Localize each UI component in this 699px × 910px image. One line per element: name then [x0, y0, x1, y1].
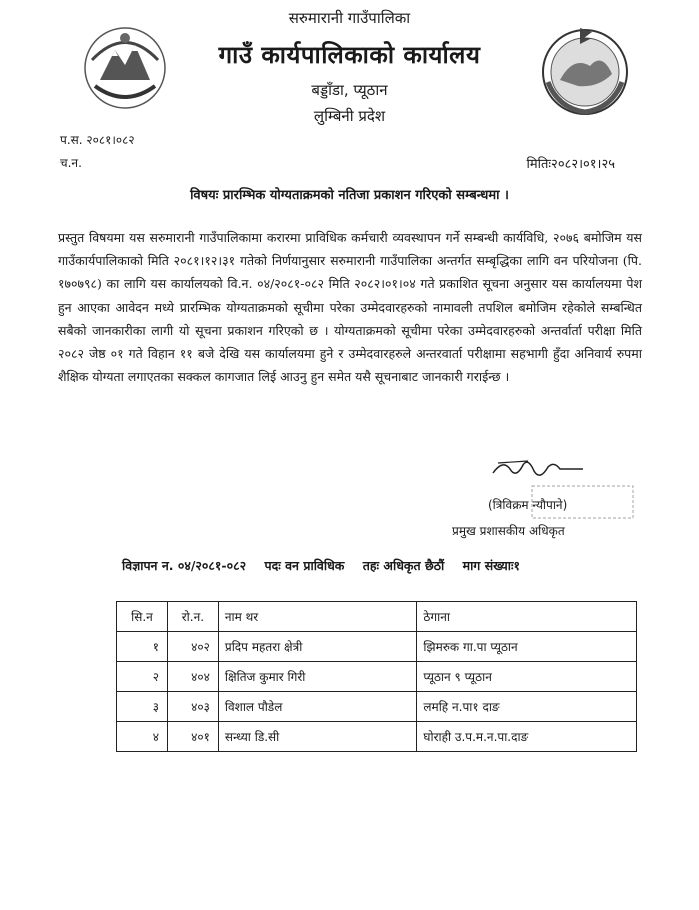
cell-roll: ४०३ — [167, 692, 218, 722]
table-row — [117, 692, 637, 722]
advert-level: तहः अधिकृत छैठौं — [362, 558, 445, 573]
header-name: नाम थर — [218, 602, 417, 632]
cell-address: लमहि न.पा१ दाङ — [417, 692, 637, 722]
table-row — [117, 662, 637, 692]
candidate-table — [116, 601, 637, 752]
header-roll: रो.न. — [167, 602, 218, 632]
cell-serial: ४ — [117, 722, 168, 752]
notice-body: प्रस्तुत विषयमा यस सरुमारानी गाउँपालिकामा करारमा प्राविधिक कर्मचारी व्यवस्थापन गर्ने सम्बन्धी कार्यविधि, २०७६ बमोजिम यस गाउँकार्यपालिकाको मिति २०८१।१२।३१ गतेको निर्णयानुसार सरुमारानी गाउँपालिका अन्तर्गत सम्बृद्धिका लागि वन परियोजना (पि. १७०७९८) का लागि यस कार्यालयको वि.न. ०४/२०८१-०८२ मिति २०८२।०१।०४ गते प्रकाशित सूचना अनुसार यस कार्यालयमा पेश हुन आएका आवेदन मध्ये प्रारम्भिक योग्यताक्रमको सूचीमा परेका उम्मेदवारहरुको नामावली तपशिल बमोजिम रहेकोले सम्बन्धित सबैको जानकारीका लागी यो सूचना प्रकाशन गरिएको छ । योग्यताक्रमको सूचीमा परेका उम्मेदवारहरुको अन्तर्वार्ता परीक्षा मिति २०८२ जेष्ठ ०१ गते विहान ११ बजे देखि यस कार्यालयमा हुने र उम्मेदवारहरुले अन्तरवार्ता परीक्षामा सहभागी हुँदा अनिवार्य रुपमा शैक्षिक योग्यता लगाएतका सक्कल कागजात लिई आउनु हुन समेत यसै सूचनाबाट जानकारी गराईन्छ । — [58, 230, 642, 385]
letter-date: मितिः२०८२।०१।२५ — [526, 157, 615, 172]
cell-serial: १ — [117, 632, 168, 662]
advert-demand: माग संख्याः१ — [462, 558, 520, 573]
letter-cn-number: च.न. — [60, 156, 82, 170]
cell-name: प्रदिप महतरा क्षेत्री — [218, 632, 417, 662]
cell-roll: ४०२ — [167, 632, 218, 662]
handwritten-signature — [488, 455, 588, 485]
cell-name: क्षितिज कुमार गिरी — [218, 662, 417, 692]
table-row — [117, 722, 637, 752]
letter-subject: विषयः प्रारम्भिक योग्यताक्रमको नतिजा प्रकाशन गरिएको सम्बन्धमा । — [190, 188, 509, 203]
advert-number: विज्ञापन न. ०४/२०८१-०८२ — [122, 558, 247, 573]
province-name: लुम्बिनी प्रदेश — [313, 107, 386, 125]
cell-name: सन्ध्या डि.सी — [218, 722, 417, 752]
header-serial: सि.न — [117, 602, 168, 632]
table-row — [117, 632, 637, 662]
cell-serial: २ — [117, 662, 168, 692]
cell-address: झिमरुक गा.पा प्यूठान — [417, 632, 637, 662]
cell-serial: ३ — [117, 692, 168, 722]
municipality-name: सरुमारानी गाउँपालिका — [288, 9, 411, 27]
cell-roll: ४०१ — [167, 722, 218, 752]
letter-ps-number: प.स. २०८१।०८२ — [60, 133, 135, 147]
cell-roll: ४०४ — [167, 662, 218, 692]
office-title: गाउँ कार्यपालिकाको कार्यालय — [218, 41, 481, 69]
office-location: बड्डाँडा, प्यूठान — [311, 81, 388, 99]
cell-name: विशाल पौडेल — [218, 692, 417, 722]
cell-address: प्यूठान ९ प्यूठान — [417, 662, 637, 692]
signatory-title: प्रमुख प्रशासकीय अधिकृत — [452, 524, 565, 538]
header-address: ठेगाना — [417, 602, 637, 632]
advertisement-details — [122, 557, 534, 574]
cell-address: घोराही उ.प.म.न.पा.दाङ — [417, 722, 637, 752]
advert-post: पदः वन प्राविधिक — [264, 558, 345, 573]
signatory-name: (त्रिविक्रम न्यौपाने) — [488, 498, 568, 512]
table-header-row — [117, 602, 637, 632]
